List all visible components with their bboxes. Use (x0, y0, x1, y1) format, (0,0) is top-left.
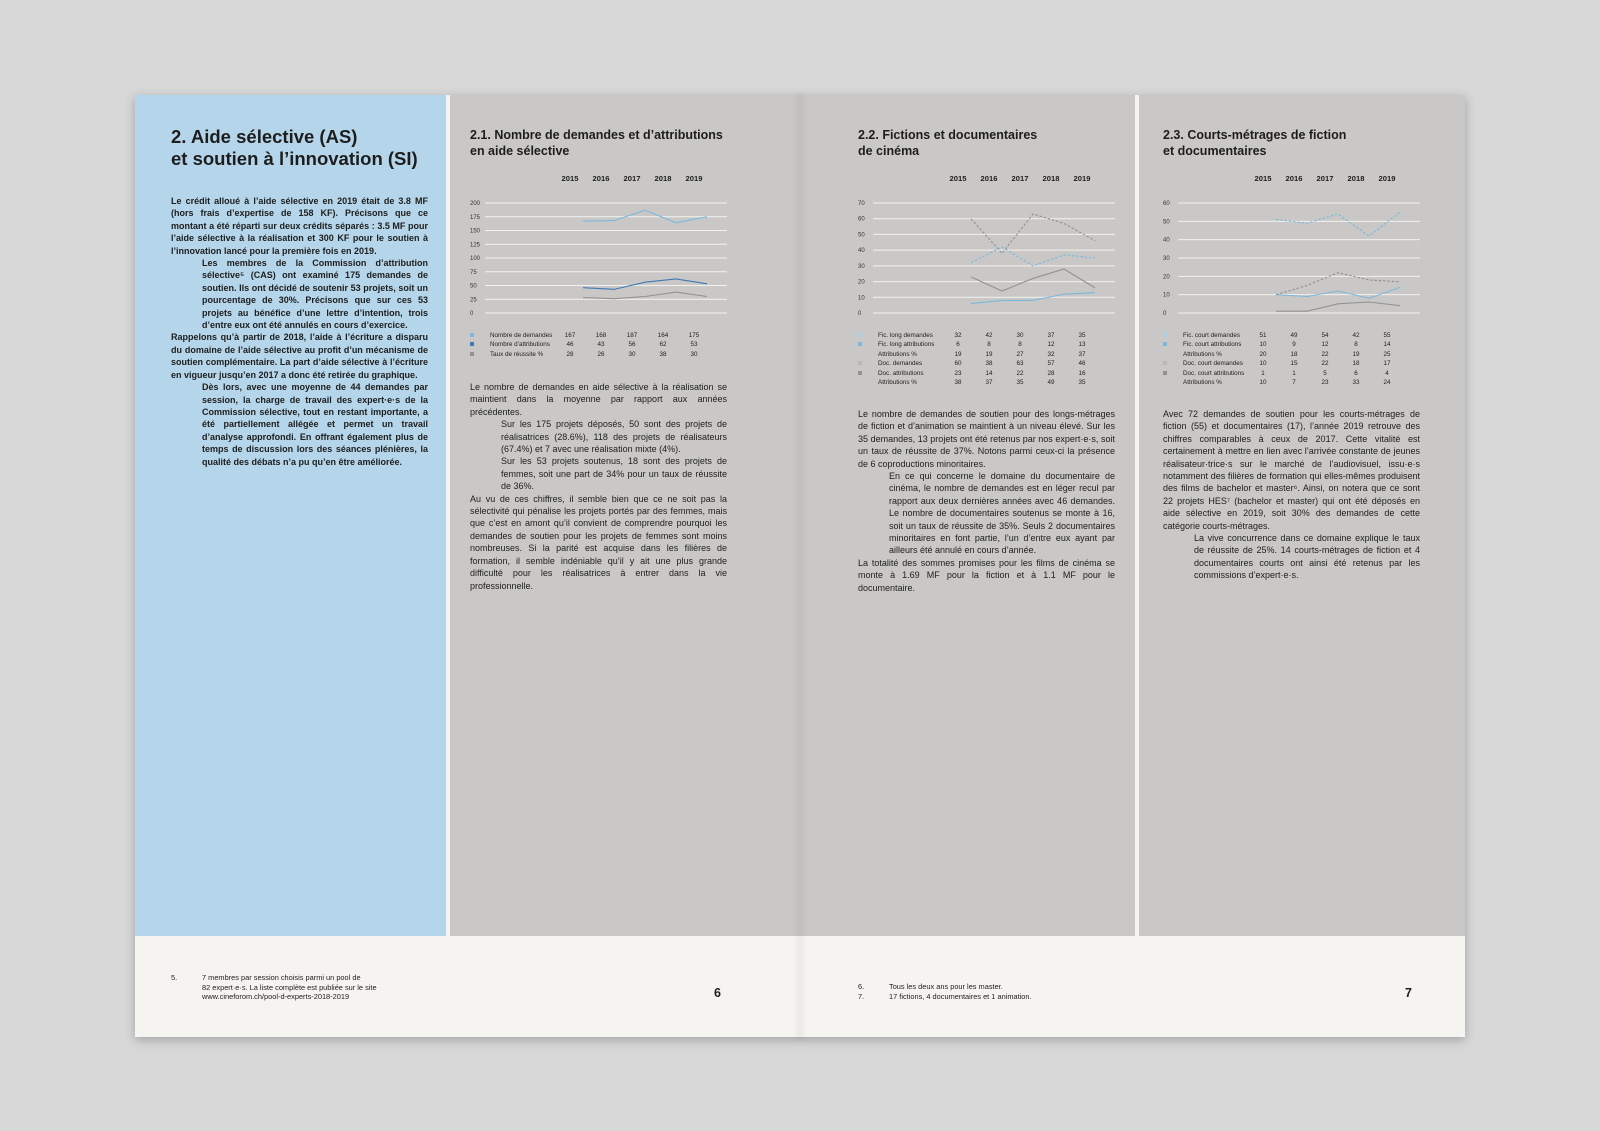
page-right (800, 95, 1465, 1037)
series-line (971, 214, 1095, 253)
y-tick-label: 20 (1163, 274, 1170, 281)
year-label: 2018 (1042, 174, 1060, 183)
table-cell: 1 (1261, 369, 1265, 377)
paragraph: La totalité des sommes promises pour les films de cinéma se monte à 1.69 MF pour la fiction et à 1.1 MF pour le documentaire. (858, 557, 1115, 593)
y-tick-label: 200 (470, 201, 481, 207)
table-row-label: Fic. court demandes (1183, 332, 1241, 339)
year-label: 2019 (1378, 174, 1396, 183)
column-separator (446, 95, 450, 936)
table-cell: 51 (1259, 332, 1267, 339)
footnote-row (858, 982, 1138, 992)
table-cell: 17 (1383, 360, 1391, 368)
paragraph: Sur les 53 projets soutenus, 18 sont des projets de femmes, soit une part de 34% pour un taux de réussite de 36%. (501, 456, 727, 492)
paragraph: Au vu de ces chiffres, il semble bien que ce ne soit pas la sélectivité qui pénalise les projets portés par des femmes, mais que c’est en amont qu’il convient de comprendre pourquoi les demandes de soutien pour les projets de femmes sont moins nombreuses. Si la parité est acquise dans les filières de formation, il semble indéniable qu’il y ait une plus grande difficulté pour les réalisatrices à entrer dans la vie professionnelle. (470, 493, 727, 591)
table-cell: 35 (1016, 378, 1024, 386)
table-cell: 12 (1321, 341, 1329, 349)
table-cell: 53 (690, 341, 698, 349)
table-cell: 42 (1352, 332, 1360, 339)
table-cell: 9 (1292, 341, 1296, 349)
table-cell: 23 (954, 369, 962, 377)
table-cell: 35 (1078, 332, 1086, 339)
table-cell: 20 (1259, 350, 1267, 358)
y-tick-label: 0 (1163, 311, 1167, 317)
table-cell: 5 (1323, 369, 1327, 377)
table-cell: 22 (1321, 350, 1329, 358)
table-cell: 62 (659, 341, 667, 349)
y-tick-label: 150 (470, 228, 481, 235)
table-cell: 7 (1292, 378, 1296, 386)
table-cell: 32 (1047, 350, 1055, 358)
section-title (171, 126, 418, 170)
table-cell: 14 (985, 369, 993, 377)
legend-swatch (858, 333, 862, 337)
table-cell: 15 (1290, 360, 1298, 368)
table-row-label: Attributions % (1183, 378, 1222, 386)
y-tick-label: 30 (1163, 256, 1170, 262)
table-cell: 8 (1018, 341, 1022, 349)
paragraph: Rappelons qu’à partir de 2018, l’aide à l’écriture a disparu du domaine de l’aide sélective au profit d’un mécanisme de soutien complémentaire. La part d’aide sélective à l’écriture en vigueur jusqu’en 2017 a donc été retirée du graphique. (171, 332, 428, 380)
page-number: 6 (714, 986, 721, 1000)
table-cell: 175 (688, 332, 700, 339)
table-row-label: Attributions % (1183, 350, 1222, 358)
y-tick-label: 30 (858, 263, 865, 270)
subsection-title-2-1 (470, 127, 723, 159)
table-row-label: Doc. attributions (878, 369, 924, 377)
subsection-title-line: 2.2. Fictions et documentaires (858, 128, 1038, 142)
table-cell: 168 (595, 332, 607, 339)
page-footer (135, 936, 800, 1037)
year-label: 2018 (1347, 174, 1365, 183)
legend-swatch (1163, 361, 1167, 365)
table-cell: 33 (1352, 378, 1360, 386)
table-row-label: Fic. long attributions (878, 341, 935, 349)
paragraph: Le crédit alloué à l’aide sélective en 2019 était de 3.8 MF (hors frais d’expertise de 158 KF). Précisons que ce montant a été réparti sur deux crédits séparés : 3.5 MF pour l’aide sélective à la réalisation et 300 KF pour le soutien à l’innovation lancé pour la première fois en 2019. (171, 196, 428, 256)
footnotes (858, 982, 1138, 1004)
paragraph: Le nombre de demandes en aide sélective à la réalisation se maintient dans la moyenne par rapport aux années précédentes. (470, 382, 727, 417)
legend-swatch (858, 361, 862, 365)
legend-swatch (858, 342, 862, 346)
footnote-5 (171, 973, 451, 1003)
table-cell: 38 (985, 360, 993, 368)
body-text-2-2 (858, 408, 1115, 594)
year-label: 2019 (685, 174, 703, 183)
page-footer (800, 936, 1465, 1037)
table-cell: 37 (985, 378, 993, 386)
footnote-text (202, 973, 377, 1002)
table-cell: 187 (626, 332, 638, 339)
y-tick-label: 70 (858, 201, 865, 207)
y-tick-label: 175 (470, 214, 481, 221)
table-cell: 24 (1383, 378, 1391, 386)
table-cell: 19 (1352, 350, 1360, 358)
table-cell: 16 (1078, 369, 1086, 377)
table-cell: 49 (1290, 332, 1298, 339)
year-label: 2016 (592, 174, 610, 183)
legend-swatch (470, 342, 474, 346)
paragraph: En ce qui concerne le domaine du documentaire de cinéma, le nombre de demandes est en léger recul par rapport aux deux dernières années avec 46 demandes. Le nombre de documentaires soutenus se monte à 16, soit un taux de réussite de 35%. Seuls 2 documentaires minoritaires en font partie, l’un d’entre eux ayant par ailleurs été annulé en cours d’année. (889, 471, 1115, 556)
table-cell: 22 (1321, 360, 1329, 368)
table-cell: 6 (1354, 369, 1358, 377)
paragraph: Le nombre de demandes de soutien pour des longs-métrages de fiction et d’animation se maintient à un niveau élevé. Sur les 35 demandes, 13 projets ont été retenus par nos expert·e·s, soit un taux de réussite de 37%. Notons parmi ceux-ci la présence de 6 coproductions minoritaires. (858, 409, 1115, 469)
table-cell: 54 (1321, 332, 1329, 339)
legend-swatch (470, 333, 474, 337)
table-cell: 18 (1352, 360, 1360, 368)
page-left (135, 95, 800, 1037)
table-cell: 22 (1016, 369, 1024, 377)
y-tick-label: 75 (470, 269, 477, 276)
table-row-label: Fic. long demandes (878, 332, 933, 339)
y-tick-label: 50 (470, 283, 477, 290)
table-cell: 10 (1259, 341, 1267, 349)
table-cell: 19 (954, 350, 962, 358)
table-cell: 46 (1078, 360, 1086, 368)
footnote-number: 5. (171, 973, 178, 982)
table-cell: 1 (1292, 369, 1296, 377)
table-cell: 18 (1290, 350, 1298, 358)
chart-2-2 (853, 195, 1117, 320)
y-tick-label: 0 (858, 311, 862, 317)
year-label: 2016 (1285, 174, 1303, 183)
year-label: 2015 (949, 174, 967, 183)
table-row-label: Attributions % (878, 350, 917, 358)
y-tick-label: 125 (470, 242, 481, 249)
table-row-label: Doc. court demandes (1183, 360, 1243, 368)
table-row-label: Doc. demandes (878, 360, 923, 368)
subsection-title-line: en aide sélective (470, 144, 570, 158)
table-row-label: Attributions % (878, 378, 917, 386)
paragraph: Dès lors, avec une moyenne de 44 demandes par session, la charge de travail des expert·e·s de la Commission sélective, tout en restant importante, a été partiellement allégée et permet un travail d’analyse approfondi. En offrant également plus de temps de discussion lors des séances plénières, la qualité des débats n’a pu qu’en être améliorée. (202, 382, 428, 467)
table-cell: 23 (1321, 378, 1329, 386)
year-label: 2018 (654, 174, 672, 183)
y-tick-label: 60 (858, 216, 865, 223)
table-cell: 55 (1383, 332, 1391, 339)
subsection-title-2-2 (858, 127, 1037, 159)
series-line (971, 293, 1095, 304)
series-line (1276, 212, 1400, 236)
year-label: 2015 (1254, 174, 1272, 183)
table-cell: 60 (954, 360, 962, 368)
table-cell: 37 (1078, 350, 1086, 358)
footnote-line: 7 membres par session choisis parmi un pool de (202, 973, 361, 982)
table-cell: 8 (987, 341, 991, 349)
table-cell: 164 (657, 332, 669, 339)
legend-swatch (1163, 333, 1167, 337)
footnote-text: Tous les deux ans pour les master. (889, 982, 1003, 991)
table-row-label: Fic. court attributions (1183, 341, 1242, 349)
year-label: 2015 (561, 174, 579, 183)
table-cell: 37 (1047, 332, 1055, 339)
y-tick-label: 40 (858, 248, 865, 255)
footnote-line: 82 expert·e·s. La liste complète est publiée sur le site (202, 982, 377, 992)
table-cell: 35 (1078, 378, 1086, 386)
table-cell: 8 (1354, 341, 1358, 349)
table-cell: 63 (1016, 360, 1024, 368)
table-cell: 28 (1047, 369, 1055, 377)
paragraph: Avec 72 demandes de soutien pour les courts-métrages de fiction (55) et documentaires (17), l’année 2019 retrouve des chiffres comparables à ceux de 2017. Cette vitalité est certainement à mettre en lien avec l’arrivée constante de jeunes réalisateur·trice·s sur le marché de l’audiovisuel, issu·e·s notamment des filières de formation qui elles-mêmes produisent des films de bachelor et master⁶. Ainsi, on notera que ce sont 22 projets HES⁷ (bachelor et master) qui ont été déposés en aide sélective en 2019, soit 30% des demandes de cette catégorie courts-métrages. (1163, 409, 1420, 531)
footnote-row (858, 992, 1138, 1002)
table-row-label: Nombre d’attributions (490, 341, 550, 349)
section-title-line: 2. Aide sélective (AS) (171, 126, 358, 147)
legend-swatch (1163, 371, 1167, 375)
footnote-line: www.cineforom.ch/pool-d-experts-2018-2019 (202, 992, 350, 1001)
legend-swatch (470, 352, 474, 356)
table-cell: 42 (985, 332, 993, 339)
footnote-text: 17 fictions, 4 documentaires et 1 animation. (889, 991, 1032, 1001)
section-title-line: et soutien à l’innovation (SI) (171, 148, 418, 169)
series-line (1276, 302, 1400, 311)
page-number: 7 (1405, 986, 1412, 1000)
body-text-2-3 (1163, 408, 1420, 582)
table-cell: 10 (1259, 360, 1267, 368)
table-cell: 25 (1383, 350, 1391, 358)
y-tick-label: 25 (470, 297, 477, 304)
table-row-label: Nombre de demandes (490, 332, 553, 339)
y-tick-label: 50 (1163, 219, 1170, 226)
table-cell: 4 (1385, 369, 1389, 377)
table-cell: 49 (1047, 378, 1055, 386)
table-cell: 6 (956, 341, 960, 349)
table-cell: 28 (566, 350, 574, 358)
series-line (971, 269, 1095, 291)
y-tick-label: 10 (858, 295, 865, 302)
y-tick-label: 0 (470, 311, 474, 317)
table-cell: 32 (954, 332, 962, 339)
y-tick-label: 10 (1163, 292, 1170, 299)
table-cell: 56 (628, 341, 636, 349)
column-separator (1135, 95, 1139, 936)
y-tick-label: 100 (470, 256, 481, 262)
y-tick-label: 50 (858, 232, 865, 239)
table-row-label: Taux de réussite % (490, 350, 544, 358)
intro-text (171, 195, 428, 468)
chart-2-1 (465, 195, 729, 320)
table-cell: 46 (566, 341, 574, 349)
table-cell: 38 (659, 350, 667, 358)
table-row-label: Doc. court attributions (1183, 369, 1245, 377)
table-cell: 30 (628, 350, 636, 358)
footnote-number: 7. (858, 991, 865, 1001)
subsection-title-line: 2.3. Courts-métrages de fiction (1163, 128, 1347, 142)
y-tick-label: 20 (858, 279, 865, 286)
year-label: 2016 (980, 174, 998, 183)
subsection-title-2-3 (1163, 127, 1346, 159)
body-text-2-1 (470, 381, 727, 592)
legend-swatch (1163, 342, 1167, 346)
subsection-title-line: de cinéma (858, 144, 920, 158)
y-tick-label: 40 (1163, 237, 1170, 244)
table-cell: 12 (1047, 341, 1055, 349)
year-label: 2017 (1011, 174, 1029, 183)
table-cell: 10 (1259, 378, 1267, 386)
y-tick-label: 60 (1163, 201, 1170, 207)
brochure-spread (135, 95, 1465, 1037)
year-label: 2019 (1073, 174, 1091, 183)
subsection-title-line: et documentaires (1163, 144, 1267, 158)
table-cell: 14 (1383, 341, 1391, 349)
year-label: 2017 (623, 174, 641, 183)
subsection-title-line: 2.1. Nombre de demandes et d’attributions (470, 128, 723, 142)
table-cell: 30 (1016, 332, 1024, 339)
table-cell: 57 (1047, 360, 1055, 368)
chart-2-3 (1158, 195, 1422, 320)
table-cell: 167 (564, 332, 576, 339)
paragraph: La vive concurrence dans ce domaine explique le taux de réussite de 25%. 14 courts-métrages de fiction et 4 documentaires courts ont ainsi été retenus par les commissions d’expert·e·s. (1194, 533, 1420, 581)
year-label: 2017 (1316, 174, 1334, 183)
series-line (583, 292, 707, 299)
footnote-number: 6. (858, 982, 865, 991)
legend-swatch (858, 371, 862, 375)
table-cell: 26 (597, 350, 605, 358)
table-cell: 30 (690, 350, 698, 358)
table-cell: 13 (1078, 341, 1086, 349)
table-cell: 38 (954, 378, 962, 386)
table-cell: 27 (1016, 350, 1024, 358)
table-cell: 43 (597, 341, 605, 349)
table-cell: 19 (985, 350, 993, 358)
paragraph: Les membres de la Commission d’attribution sélective⁵ (CAS) ont examiné 175 demandes de soutien. Ils ont décidé de soutenir 53 projets, soit un pourcentage de 30%. Précisons que sur ces 53 projets au bénéfice d’une lettre d’intention, trois d’entre eux ont été annulés en cours d’exercice. (202, 258, 428, 331)
series-line (583, 279, 707, 289)
paragraph: Sur les 175 projets déposés, 50 sont des projets de réalisatrices (28.6%), 118 des projets de réalisateurs (67.4%) et 7 avec une réalisation mixte (4%). (501, 419, 727, 455)
